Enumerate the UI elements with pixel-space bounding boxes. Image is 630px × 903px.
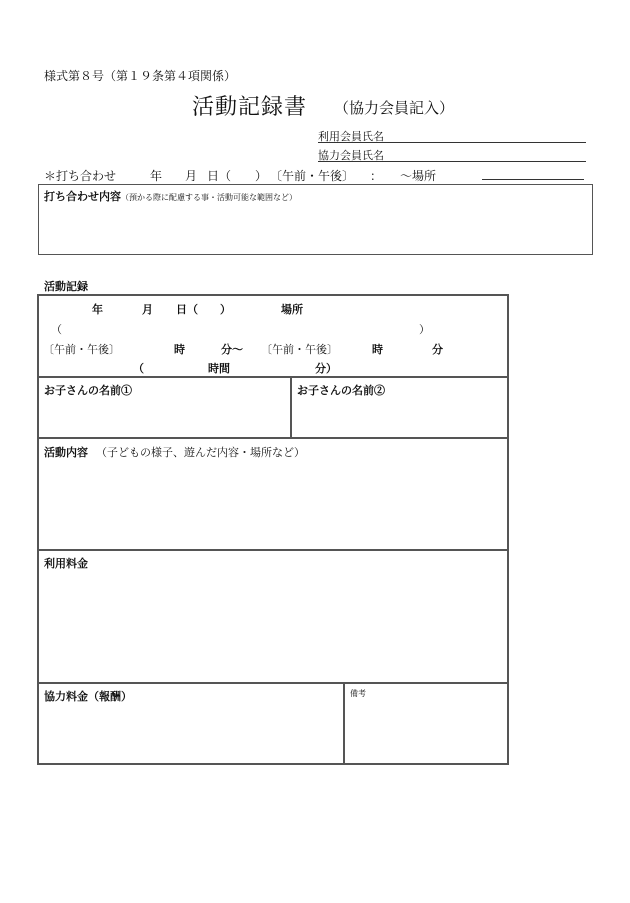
meeting-content-note: （預かる際に配慮する事・活動可能な範囲など） xyxy=(121,193,297,202)
document-title: 活動記録書 xyxy=(192,95,308,120)
remarks-label: 備考 xyxy=(350,689,366,698)
divider xyxy=(39,376,507,378)
start-hour: 時 xyxy=(174,343,185,356)
child-name-1-label: お子さんの名前① xyxy=(44,384,132,397)
meeting-year: 年 xyxy=(150,169,163,183)
child-name-2-label: お子さんの名前② xyxy=(297,384,385,397)
activity-record-table xyxy=(37,294,509,765)
meeting-content-box[interactable] xyxy=(38,184,593,255)
activity-place-label: 場所 xyxy=(281,303,303,316)
divider xyxy=(39,682,507,684)
meeting-day: 日（ ） xyxy=(207,169,268,183)
duration-open-paren: （ xyxy=(133,362,144,375)
activity-year: 年 xyxy=(92,303,103,316)
start-ampm: 〔午前・午後〕 xyxy=(43,343,120,356)
end-minute: 分 xyxy=(432,343,443,356)
form-number: 様式第８号（第１９条第４項関係） xyxy=(44,69,237,83)
activity-day: 日（ ） xyxy=(176,303,231,316)
usage-fee-label: 利用料金 xyxy=(44,557,88,570)
meeting-row xyxy=(44,167,544,183)
support-fee-label: 協力料金（報酬） xyxy=(44,690,132,703)
user-member-name-field[interactable] xyxy=(318,128,586,143)
place-open-paren: （ xyxy=(51,323,62,336)
end-ampm: 〔午前・午後〕 xyxy=(261,343,338,356)
meeting-place-field[interactable] xyxy=(482,179,584,180)
divider xyxy=(290,376,292,437)
meeting-label: ＊打ち合わせ xyxy=(44,169,117,183)
start-minute: 分～ xyxy=(221,343,243,356)
support-member-name-label: 協力会員氏名 xyxy=(318,149,384,162)
meeting-ampm: 〔午前・午後〕 xyxy=(270,169,355,183)
activity-month: 月 xyxy=(142,303,153,316)
meeting-month: 月 xyxy=(185,169,198,183)
end-hour: 時 xyxy=(372,343,383,356)
activity-content-note: （子どもの様子、遊んだ内容・場所など） xyxy=(96,446,305,459)
duration-minutes: 分） xyxy=(315,362,337,375)
divider xyxy=(39,549,507,551)
meeting-place-label: ～場所 xyxy=(400,169,437,183)
meeting-content-label: 打ち合わせ内容（預かる際に配慮する事・活動可能な範囲など） xyxy=(44,190,297,203)
duration-hours: 時間 xyxy=(208,362,230,375)
document-subtitle: （協力会員記入） xyxy=(334,99,455,117)
user-member-name-label: 利用会員氏名 xyxy=(318,130,384,143)
activity-content-label: 活動内容 xyxy=(44,446,88,459)
support-member-name-field[interactable] xyxy=(318,147,586,162)
divider xyxy=(343,682,345,763)
divider xyxy=(39,437,507,439)
place-close-paren: ） xyxy=(419,323,430,336)
activity-section-title: 活動記録 xyxy=(44,280,88,293)
meeting-colon: ： xyxy=(370,169,383,183)
